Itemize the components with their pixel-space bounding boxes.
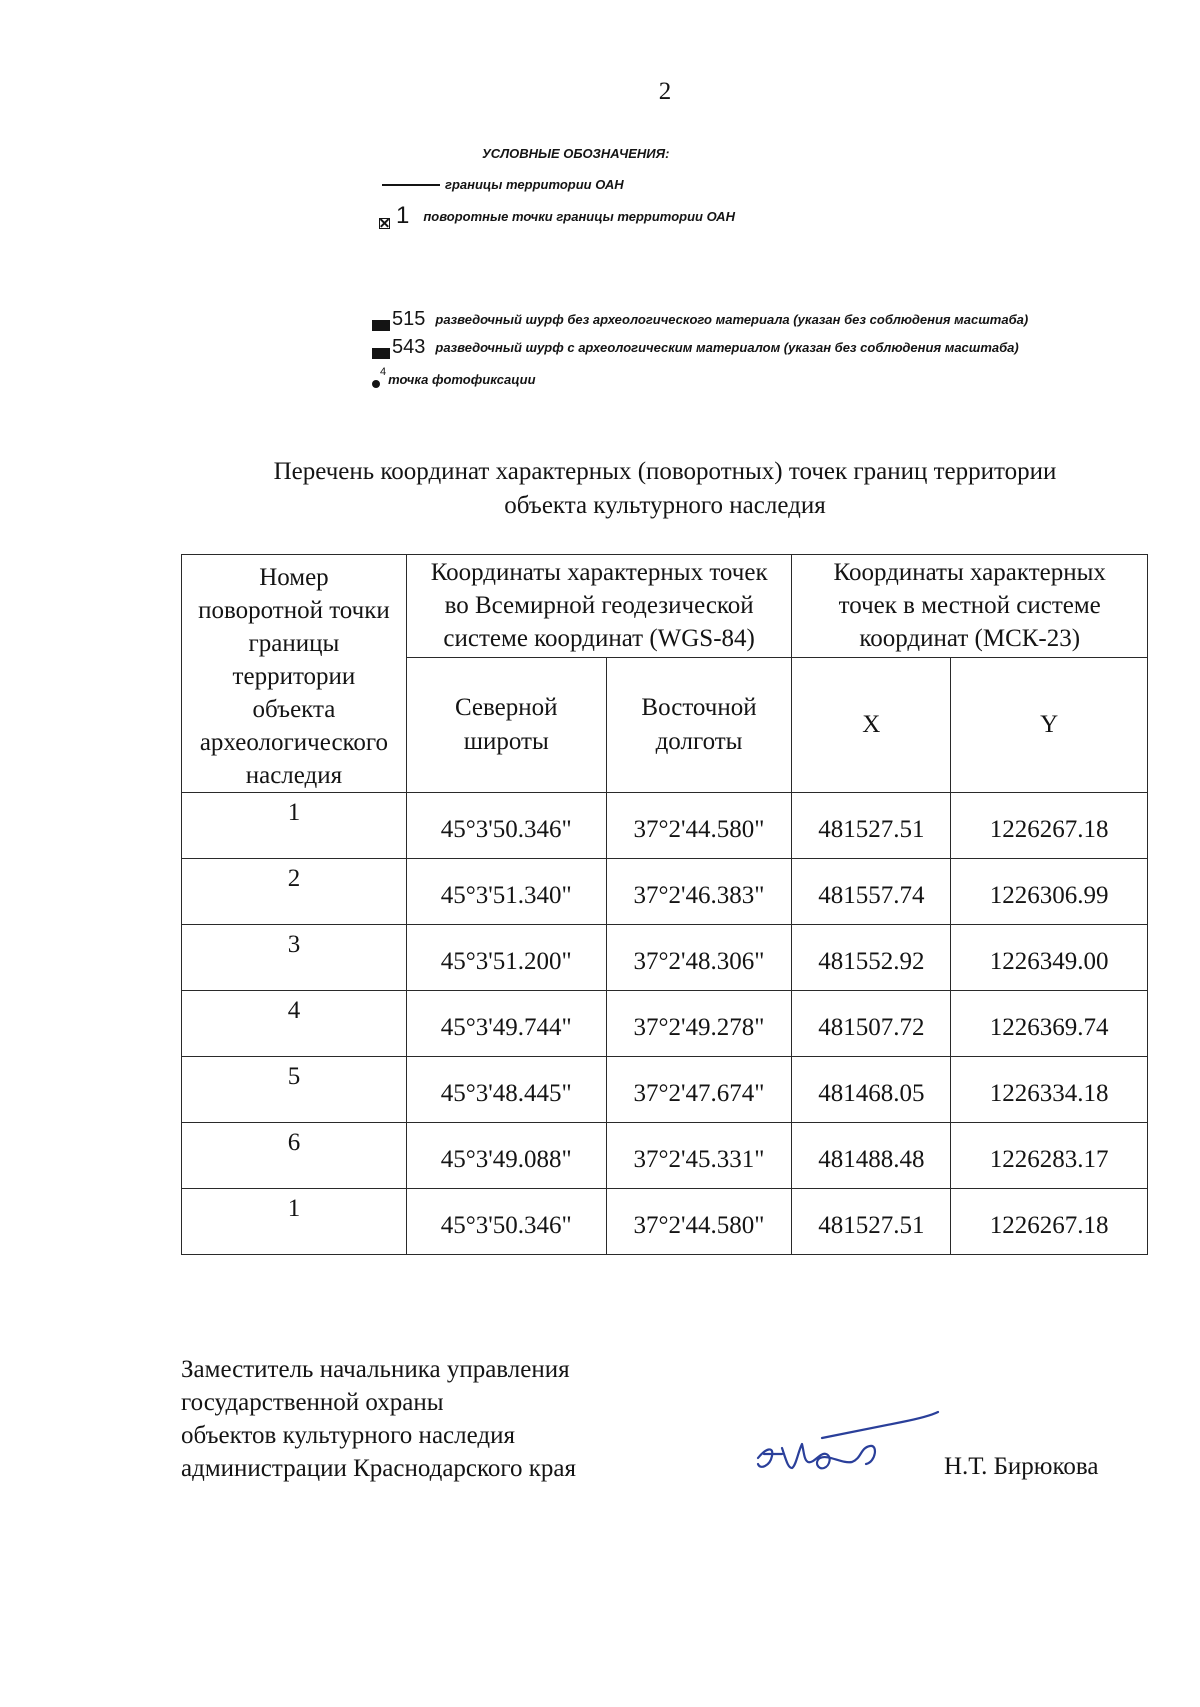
cell-y: 1226369.74 <box>951 991 1148 1057</box>
header-y: Y <box>951 657 1148 792</box>
legend-number: 4 <box>380 365 387 378</box>
cell-x: 481527.51 <box>792 1189 951 1255</box>
cell-y: 1226267.18 <box>951 793 1148 859</box>
table-row <box>182 1123 1148 1189</box>
cell-point-number: 2 <box>182 859 407 925</box>
header-north-latitude: Северной широты <box>406 657 606 792</box>
legend-text: разведочный шурф с археологическим материалом (указан без соблюдения масштаба) <box>435 340 1019 355</box>
cell-y: 1226334.18 <box>951 1057 1148 1123</box>
table-row <box>182 991 1148 1057</box>
cell-x: 481557.74 <box>792 859 951 925</box>
cell-x: 481527.51 <box>792 793 951 859</box>
header-point-number: Номер поворотной точки границы территории объекта археологического наследия <box>182 555 407 793</box>
cell-y: 1226283.17 <box>951 1123 1148 1189</box>
cell-north: 45°3'51.200" <box>406 925 606 991</box>
position-line: администрации Краснодарского края <box>181 1455 577 1482</box>
pit-icon <box>372 348 390 359</box>
cell-east: 37°2'44.580" <box>606 1189 792 1255</box>
position-line: государственной охраны <box>181 1389 444 1416</box>
cell-east: 37°2'49.278" <box>606 991 792 1057</box>
signature-position <box>181 1353 576 1485</box>
cell-north: 45°3'50.346" <box>406 793 606 859</box>
table-row <box>182 859 1148 925</box>
cell-point-number: 1 <box>182 1189 407 1255</box>
cell-north: 45°3'48.445" <box>406 1057 606 1123</box>
header-msk23: Координаты характерных точек в местной системе координат (МСК-23) <box>792 555 1148 658</box>
legend-number: 515 <box>392 308 426 330</box>
legend-text: точка фотофиксации <box>388 372 536 387</box>
handwritten-signature <box>752 1408 942 1488</box>
table-row <box>182 1189 1148 1255</box>
table-row <box>182 1057 1148 1123</box>
table-row <box>182 925 1148 991</box>
legend-row-turning-point <box>379 202 735 230</box>
signer-name: Н.Т. Бирюкова <box>944 1453 1099 1480</box>
legend-title: УСЛОВНЫЕ ОБОЗНАЧЕНИЯ: <box>482 146 670 161</box>
cell-east: 37°2'46.383" <box>606 859 792 925</box>
legend-text: границы территории ОАН <box>445 177 624 192</box>
turning-point-icon <box>379 218 390 229</box>
cell-x: 481507.72 <box>792 991 951 1057</box>
cell-east: 37°2'48.306" <box>606 925 792 991</box>
photo-point-icon <box>372 380 380 388</box>
cell-east: 37°2'45.331" <box>606 1123 792 1189</box>
cell-x: 481468.05 <box>792 1057 951 1123</box>
legend <box>372 140 1092 400</box>
header-wgs84: Координаты характерных точек во Всемирной геодезической системе координат (WGS-84) <box>406 555 792 658</box>
cell-y: 1226267.18 <box>951 1189 1148 1255</box>
cell-point-number: 4 <box>182 991 407 1057</box>
legend-text: разведочный шурф без археологического материала (указан без соблюдения масштаба) <box>435 312 1029 327</box>
legend-row-pit-material <box>372 336 1019 359</box>
table-row <box>182 793 1148 859</box>
cell-north: 45°3'49.088" <box>406 1123 606 1189</box>
legend-number: 1 <box>396 202 410 229</box>
legend-row-boundary <box>372 177 624 192</box>
document-title <box>200 455 1130 523</box>
document-title-line: Перечень координат характерных (поворотных) точек границ территории <box>273 458 1057 485</box>
cell-east: 37°2'44.580" <box>606 793 792 859</box>
legend-number: 543 <box>392 336 426 358</box>
cell-north: 45°3'50.346" <box>406 1189 606 1255</box>
coordinates-table <box>181 554 1148 1255</box>
position-line: объектов культурного наследия <box>181 1422 515 1449</box>
boundary-line-icon <box>382 184 440 186</box>
cell-y: 1226306.99 <box>951 859 1148 925</box>
cell-east: 37°2'47.674" <box>606 1057 792 1123</box>
header-x: X <box>792 657 951 792</box>
cell-y: 1226349.00 <box>951 925 1148 991</box>
cell-point-number: 1 <box>182 793 407 859</box>
pit-icon <box>372 320 390 331</box>
cell-point-number: 6 <box>182 1123 407 1189</box>
cell-x: 481488.48 <box>792 1123 951 1189</box>
legend-row-pit-empty <box>372 308 1028 331</box>
cell-x: 481552.92 <box>792 925 951 991</box>
table-header-row <box>182 555 1148 658</box>
cell-north: 45°3'49.744" <box>406 991 606 1057</box>
legend-row-photo-point <box>372 365 536 387</box>
position-line: Заместитель начальника управления <box>181 1356 570 1383</box>
document-title-line: объекта культурного наследия <box>504 492 826 519</box>
cell-point-number: 3 <box>182 925 407 991</box>
cell-north: 45°3'51.340" <box>406 859 606 925</box>
header-east-longitude: Восточной долготы <box>606 657 792 792</box>
legend-text: поворотные точки границы территории ОАН <box>423 208 735 224</box>
page-number: 2 <box>658 78 672 105</box>
cell-point-number: 5 <box>182 1057 407 1123</box>
